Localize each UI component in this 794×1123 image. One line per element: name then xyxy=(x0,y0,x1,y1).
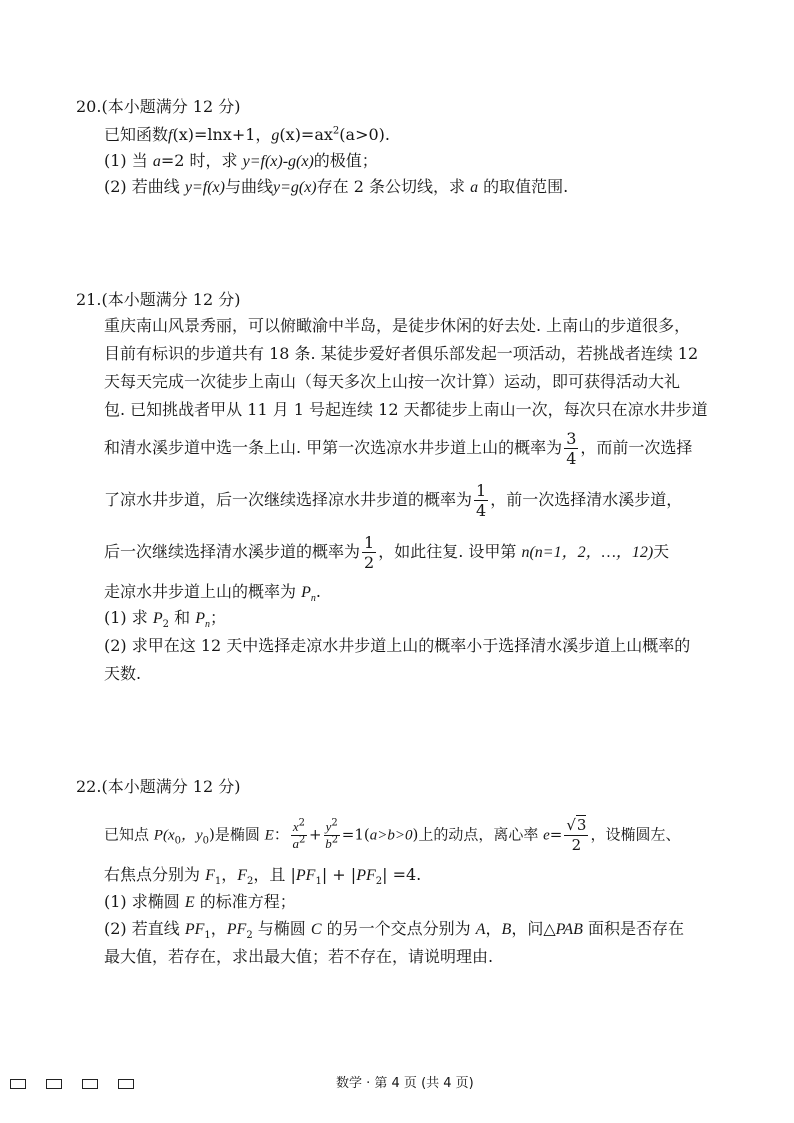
box-icon xyxy=(82,1079,98,1089)
math: n(n=1，2，…，12) xyxy=(521,544,654,561)
q21-line-1: 重庆南山风景秀丽，可以俯瞰渝中半岛，是徒步休闲的好去处. 上南山的步道很多， xyxy=(104,316,691,335)
text: (2) 若曲线 xyxy=(104,177,185,196)
fraction-y xyxy=(324,819,340,852)
text: (1) 当 xyxy=(104,151,153,170)
math: f xyxy=(168,127,173,144)
math: P xyxy=(195,610,205,627)
math: PF xyxy=(356,867,376,884)
math: E xyxy=(264,827,274,844)
fraction xyxy=(564,429,578,468)
math: a>b>0 xyxy=(369,827,413,844)
box-icon xyxy=(10,1079,26,1089)
fraction xyxy=(362,533,376,572)
math-subscript: n xyxy=(310,593,316,605)
fraction-x xyxy=(291,819,307,852)
page-footer xyxy=(0,1072,794,1092)
math: ，y xyxy=(180,827,203,844)
text: 与曲线 xyxy=(224,177,273,196)
math: = xyxy=(549,825,563,844)
math-exponent: 2 xyxy=(298,817,306,829)
math: PF xyxy=(184,921,205,938)
question-20-header xyxy=(76,96,240,118)
question-score: (本小题满分 12 分) xyxy=(101,777,241,796)
text: 的标准方程； xyxy=(194,892,296,911)
q21-line-4: 包. 已知挑战者甲从 11 月 1 号起连续 12 天都徒步上南山一次，每次只在凉水井步道 xyxy=(104,400,708,419)
text: 后一次继续选择清水溪步道的概率为 xyxy=(104,542,361,561)
math: a xyxy=(470,179,479,196)
math: (a>0). xyxy=(339,125,390,144)
math: e xyxy=(543,827,550,844)
question-number: 21. xyxy=(76,290,102,309)
math-subscript: 2 xyxy=(162,619,169,631)
text: ，而前一次选择 xyxy=(580,438,693,457)
q21-line-2: 目前有标识的步道共有 18 条. 某徒步爱好者俱乐部发起一项活动，若挑战者连续 12 xyxy=(104,344,699,363)
q21-line-5 xyxy=(104,429,692,468)
math: y=f(x) xyxy=(184,179,225,196)
math-subscript: 1 xyxy=(315,876,322,888)
text: 天 xyxy=(653,542,670,561)
denominator: 2 xyxy=(571,836,582,854)
denominator: 2 xyxy=(364,553,375,572)
math-subscript: 2 xyxy=(375,876,383,888)
math: PF xyxy=(295,867,316,884)
text: )上的动点，离心率 xyxy=(412,825,544,844)
math: =1( xyxy=(341,825,370,844)
math: (x)=lnx+1， xyxy=(172,125,272,144)
denominator: b xyxy=(325,836,332,851)
text: ， xyxy=(221,865,238,884)
text: 已知点 xyxy=(104,825,154,844)
math: g xyxy=(271,127,280,144)
text: ， xyxy=(210,919,227,938)
text: 走凉水井步道上山的概率为 xyxy=(104,582,302,601)
q21-part-2-line-1: (2) 求甲在这 12 天中选择走凉水井步道上山的概率小于选择清水溪步道上山概率的 xyxy=(104,636,691,655)
text: 的极值； xyxy=(313,151,378,170)
text: 的取值范围. xyxy=(478,177,569,196)
math-subscript: 1 xyxy=(204,930,211,942)
q22-line-1 xyxy=(104,816,680,855)
math: P xyxy=(152,610,163,627)
math: A xyxy=(475,921,486,938)
text: 和 xyxy=(169,608,196,627)
text: ： xyxy=(273,825,289,844)
math-exponent: 2 xyxy=(299,834,306,846)
text: =2 时，求 xyxy=(160,151,243,170)
q20-part-2 xyxy=(104,176,568,199)
q21-line-3: 天每天完成一次徒步上南山（每天多次上山按一次计算）运动，即可获得活动大礼 xyxy=(104,372,681,391)
question-score: (本小题满分 12 分) xyxy=(101,97,241,116)
math: F xyxy=(205,867,215,884)
text: 右焦点分别为 xyxy=(104,865,206,884)
answer-boxes xyxy=(10,1074,154,1093)
math: P xyxy=(301,584,311,601)
math: PF xyxy=(226,921,247,938)
math: | =4. xyxy=(382,865,422,884)
numerator: 3 xyxy=(576,816,587,834)
question-number: 20. xyxy=(76,97,102,116)
question-21-header xyxy=(76,289,240,311)
math-subscript: 2 xyxy=(247,876,254,888)
text: 了凉水井步道，后一次继续选择凉水井步道的概率为 xyxy=(104,490,473,509)
text: ，前一次选择清水溪步道， xyxy=(490,490,683,509)
text: ，如此往复. 设甲第 xyxy=(378,542,522,561)
math: PAB xyxy=(555,921,583,938)
page-number: 数学 · 第 4 页 (共 4 页) xyxy=(336,1076,474,1091)
question-22-header xyxy=(76,776,240,798)
math-subscript: n xyxy=(204,619,210,631)
question-number: 22. xyxy=(76,777,102,796)
text: (2) 若直线 xyxy=(104,919,185,938)
math: C xyxy=(310,921,322,938)
math: y=f(x)-g(x) xyxy=(242,153,314,170)
math-exponent: 2 xyxy=(332,125,340,137)
text: ， xyxy=(485,919,502,938)
math: B xyxy=(501,921,512,938)
q21-part-2-line-2: 天数. xyxy=(104,664,142,683)
text: 与椭圆 xyxy=(252,919,311,938)
math: + xyxy=(309,825,322,844)
math: y=g(x) xyxy=(272,179,317,196)
denominator: 4 xyxy=(476,501,487,520)
text: 是椭圆 xyxy=(214,825,265,844)
math: E xyxy=(184,894,195,911)
text: ； xyxy=(209,608,226,627)
text: 已知函数 xyxy=(104,125,169,144)
numerator: 3 xyxy=(566,429,577,448)
q21-part-1 xyxy=(104,607,226,630)
text: 存在 2 条公切线，求 xyxy=(316,177,471,196)
text: ，设椭圆左、 xyxy=(590,825,681,844)
numerator: y xyxy=(325,819,332,834)
q21-line-7 xyxy=(104,533,669,572)
q20-line-1 xyxy=(104,124,390,147)
math: | + | xyxy=(321,865,357,884)
math-subscript: 0 xyxy=(202,835,210,847)
text: (1) 求椭圆 xyxy=(104,892,185,911)
q22-part-1 xyxy=(104,891,296,914)
math-exponent: 2 xyxy=(331,834,339,846)
math: a xyxy=(152,153,161,170)
text: 的另一个交点分别为 xyxy=(321,919,476,938)
box-icon xyxy=(118,1079,134,1089)
q22-line-2 xyxy=(104,864,421,887)
text: ，问△ xyxy=(511,919,556,938)
numerator: x xyxy=(292,819,299,834)
fraction xyxy=(474,481,488,520)
q21-line-8 xyxy=(104,581,321,604)
text: . xyxy=(315,582,321,601)
math-exponent: 2 xyxy=(331,817,338,829)
q20-part-1 xyxy=(104,150,378,173)
math: F xyxy=(237,867,248,884)
numerator: 1 xyxy=(364,533,375,552)
text: 面积是否存在 xyxy=(582,919,684,938)
denominator: a xyxy=(292,836,299,851)
q22-part-2-line-2: 最大值，若存在，求出最大值；若不存在，请说明理由. xyxy=(104,947,494,966)
text: (1) 求 xyxy=(104,608,153,627)
box-icon xyxy=(46,1079,62,1089)
math: ) xyxy=(209,825,215,844)
fraction-e: $\frac{√3}{2}$ xyxy=(566,816,587,854)
math-subscript: 1 xyxy=(214,876,222,888)
q22-part-2-line-1 xyxy=(104,918,684,941)
math-subscript: 0 xyxy=(174,835,181,847)
text: ，且 | xyxy=(253,865,296,884)
numerator: 1 xyxy=(476,481,487,500)
text: 和清水溪步道中选一条上山. 甲第一次选凉水井步道上山的概率为 xyxy=(104,438,563,457)
math: P(x xyxy=(153,827,175,844)
math-subscript: 2 xyxy=(246,930,253,942)
q21-line-6 xyxy=(104,481,682,520)
denominator: 4 xyxy=(566,449,577,468)
math: (x)=ax xyxy=(279,125,333,144)
question-score: (本小题满分 12 分) xyxy=(101,290,241,309)
